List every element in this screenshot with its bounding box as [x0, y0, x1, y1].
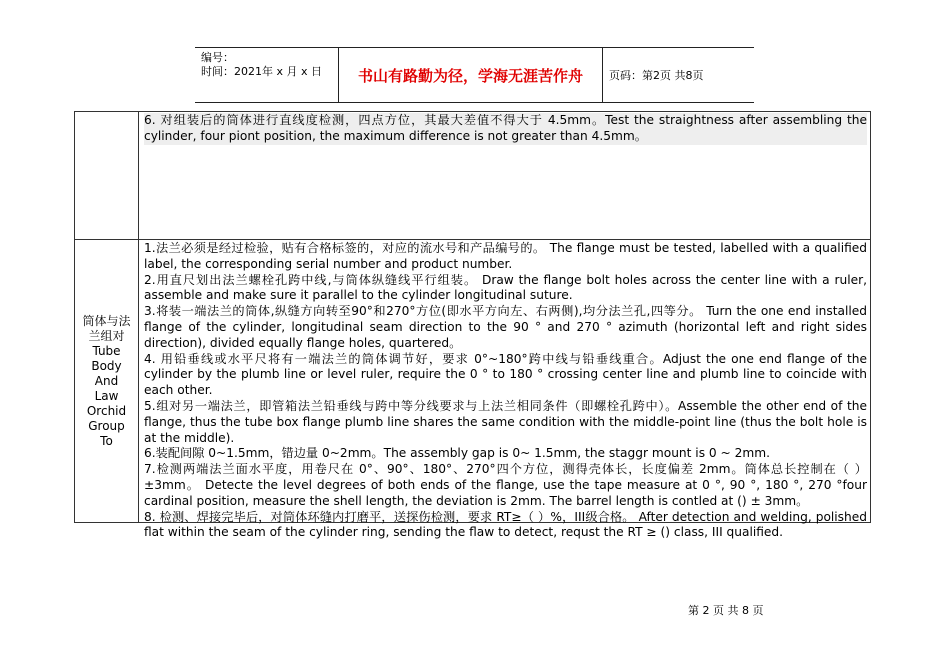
time-label: 时间：2021年 x 月 x 日 [201, 65, 322, 78]
row-label-cell [75, 240, 139, 522]
instruction-paragraph: 5.组对另一端法兰，即管箱法兰铅垂线与跨中等分线要求与上法兰相同条件（即螺栓孔跨中）。Assemble the other end of the flange, thus the tube box flange plumb line shares the same condition with the middle-point line (thus the bolt hole is at the middle). [144, 398, 867, 445]
header-page-label: 页码：第2页 共8页 [609, 69, 704, 82]
content-table [74, 111, 871, 540]
number-label: 编号： [201, 51, 234, 64]
instruction-paragraph: 3.将装一端法兰的筒体,纵缝方向转至90°和270°方位(即水平方向左、右两侧),均分法兰孔,四等分。 Turn the one end installed flange of the cylinder, longitudinal seam direction to the 90 ° and 270 ° azimuth (horizontal left and right sides direction), divided equally flange holes, quartered。 [144, 304, 867, 350]
header-motto: 书山有路勤为径，学海无涯苦作舟 [338, 48, 603, 102]
instruction-paragraph: 7.检测两端法兰面水平度，用卷尺在 0°、90°、180°、270°四个方位，测得壳体长，长度偏差 2mm。筒体总长控制在（ ）±3mm。 Detecte the level degrees of both ends of the flange, use the tape measure at 0 °, 90 °, 180 °, 270 °four cardinal position, measure the shell length, the deviation is 2mm. The barrel length is contled at () ± 3mm。 [144, 462, 867, 508]
page-header [195, 47, 754, 103]
instruction-paragraph: 6. 对组装后的筒体进行直线度检测，四点方位，其最大差值不得大于 4.5mm。Test the straightness after assembling the cylinder, four piont position, the maximum difference is not greater than 4.5mm。 [144, 113, 867, 143]
instruction-paragraph: 6.装配间隙 0~1.5mm，错边量 0~2mm。The assembly gap is 0~ 1.5mm, the staggr mount is 0 ~ 2mm. [144, 446, 771, 461]
instruction-paragraph: 2.用直尺划出法兰螺栓孔跨中线,与筒体纵缝线平行组装。 Draw the flange bolt holes across the center line with a ruler, assemble and make sure it parallel to the cylinder longitudinal suture. [144, 272, 867, 303]
instruction-paragraph: 1.法兰必须是经过检验，贴有合格标签的，对应的流水号和产品编号的。 The flange must be tested, labelled with a qualified label, the corresponding serial number and product number. [144, 241, 867, 271]
table-row [75, 240, 870, 540]
table-row [75, 112, 870, 240]
row-content-cell [139, 112, 870, 239]
header-info [195, 48, 338, 102]
page-footer: 第 2 页 共 8 页 [688, 604, 764, 617]
instruction-paragraph: 8. 检测、焊接完毕后，对筒体环缝内打磨平，送探伤检测，要求 RT≥（ ）%，III级合格。 After detection and welding, polished flat within the seam of the cylinder ring, sending the flaw to detect, requst the RT ≥ () class, III qualified. [144, 509, 867, 540]
row-label-cell [75, 112, 139, 239]
row-label-text: 筒体与法兰组对 Tube Body And Law Orchid Group To [82, 313, 131, 448]
row-content-cell [139, 240, 870, 540]
instruction-paragraph: 4. 用铅垂线或水平尺将有一端法兰的筒体调节好，要求 0°~180°跨中线与铅垂线重合。Adjust the one end flange of the cylinder by the plumb line or level ruler, require the 0 ° to 180 ° crossing center line and plumb line to coincide with each other. [144, 351, 867, 398]
